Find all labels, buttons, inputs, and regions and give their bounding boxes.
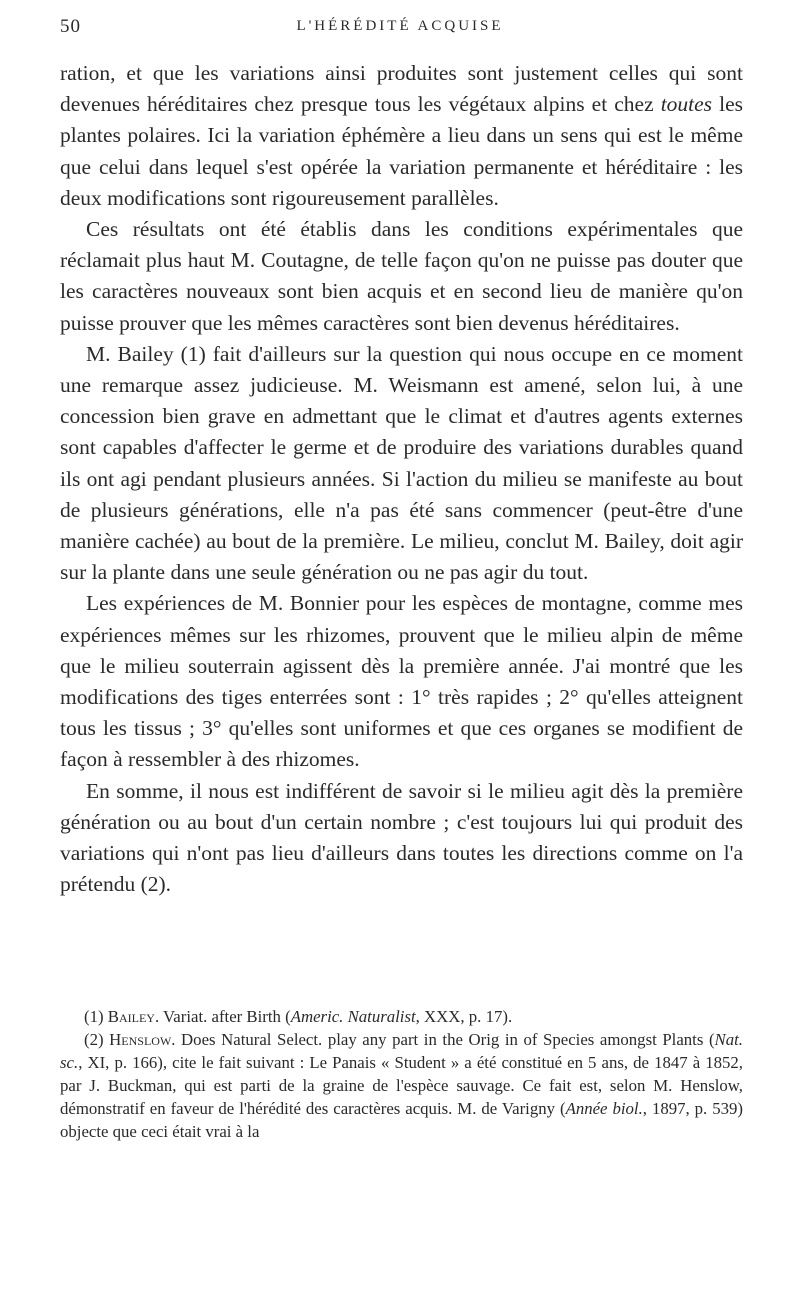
text-run: (2) [84, 1030, 110, 1049]
text-run: , 1897, p. 539) objecte que ceci était vrai à la [60, 1099, 743, 1141]
text-run: , XI, p. 166), cite le fait suivant : Le Panais « Student » a été constitué en 5 ans, de 1847 à 1852, par J. Buckman, qui est parti de la graine de l'espèce sauvage. Ce fait est, selon M. Henslow, démonstratif en faveur de l'hérédité des caractères acquis. M. de Varigny ( [60, 1053, 743, 1118]
text-run: ration, et que les variations ainsi produites sont justement celles qui sont devenues héréditaires chez presque tous les végétaux alpins et chez [60, 61, 743, 117]
text-run: En somme, il nous est indifférent de savoir si le milieu agit dès la première génération ou au bout d'un certain nombre ; c'est toujours lui qui produit des variations qui n'ont pas lieu d'ailleurs dans toutes les directions comme on l'a prétendu (2). [60, 778, 743, 897]
text-run: , XXX, p. 17). [415, 1007, 513, 1026]
text-run: Les expériences de M. Bonnier pour les espèces de montagne, comme mes expériences mêmes sur les rhizomes, prouvent que le milieu alpin de même que le milieu souterrain agissent dès la première année. J'ai montré que les modifications des tiges enterrées sont : 1° très rapides ; 2° qu'elles atteignent tous les tissus ; 3° qu'elles sont uniformes et que ces organes se modifient de façon à ressembler à des rhizomes. [60, 591, 743, 772]
text-run: les plantes polaires. Ici la variation éphémère a lieu dans un sens qui est le même que celui dans lequel s'est opérée la variation permanente et héréditaire : les deux modifications sont rigoureusement parallèles. [60, 92, 743, 210]
italic-text: Americ. Naturalist [290, 1007, 416, 1026]
author-name: Bailey [107, 1007, 155, 1026]
text-run: Ces résultats ont été établis dans les conditions expérimentales que réclamait plus haut M. Coutagne, de telle façon qu'on ne puisse pas douter que les caractères nouveaux sont bien acquis et en second lieu de manière qu'on puisse prouver que les mêmes caractères sont bien devenus héréditaires. [60, 217, 743, 335]
text-run: (1) [84, 1007, 108, 1026]
italic-text: Année biol. [565, 1099, 643, 1118]
paragraph [60, 58, 743, 214]
paragraph [60, 588, 743, 775]
footnote [60, 1028, 743, 1143]
footnote [60, 1005, 743, 1028]
running-head: L'HÉRÉDITÉ ACQUISE [296, 18, 504, 34]
page-number: 50 [60, 16, 81, 37]
text-run: M. Bailey (1) fait d'ailleurs sur la question qui nous occupe en ce moment une remarque assez judicieuse. M. Weismann est amené, selon lui, à une concession bien grave en admettant que le climat et d'autres agents externes sont capables d'affecter le germe et de produire des variations durables quand ils ont agi pendant plusieurs années. Si l'action du milieu se manifeste au bout de plusieurs générations, elle n'a pas été sans commencer (peut-être d'une manière cachée) au bout de la première. Le milieu, conclut M. Bailey, doit agir sur la plante dans une seule génération ou ne pas agir du tout. [60, 341, 743, 585]
page-header [60, 16, 740, 46]
italic-text: toutes [660, 92, 713, 117]
italic-text: Nat. sc. [60, 1030, 743, 1072]
text-run: . Does Natural Select. play any part in the Orig in of Species amongst Plants ( [171, 1030, 715, 1049]
footnotes [60, 1005, 743, 1143]
author-name: Henslow [109, 1030, 172, 1049]
body-text [60, 58, 743, 900]
paragraph [60, 776, 743, 901]
paragraph [60, 214, 743, 339]
paragraph [60, 339, 743, 589]
text-run: . Variat. after Birth ( [154, 1007, 291, 1026]
